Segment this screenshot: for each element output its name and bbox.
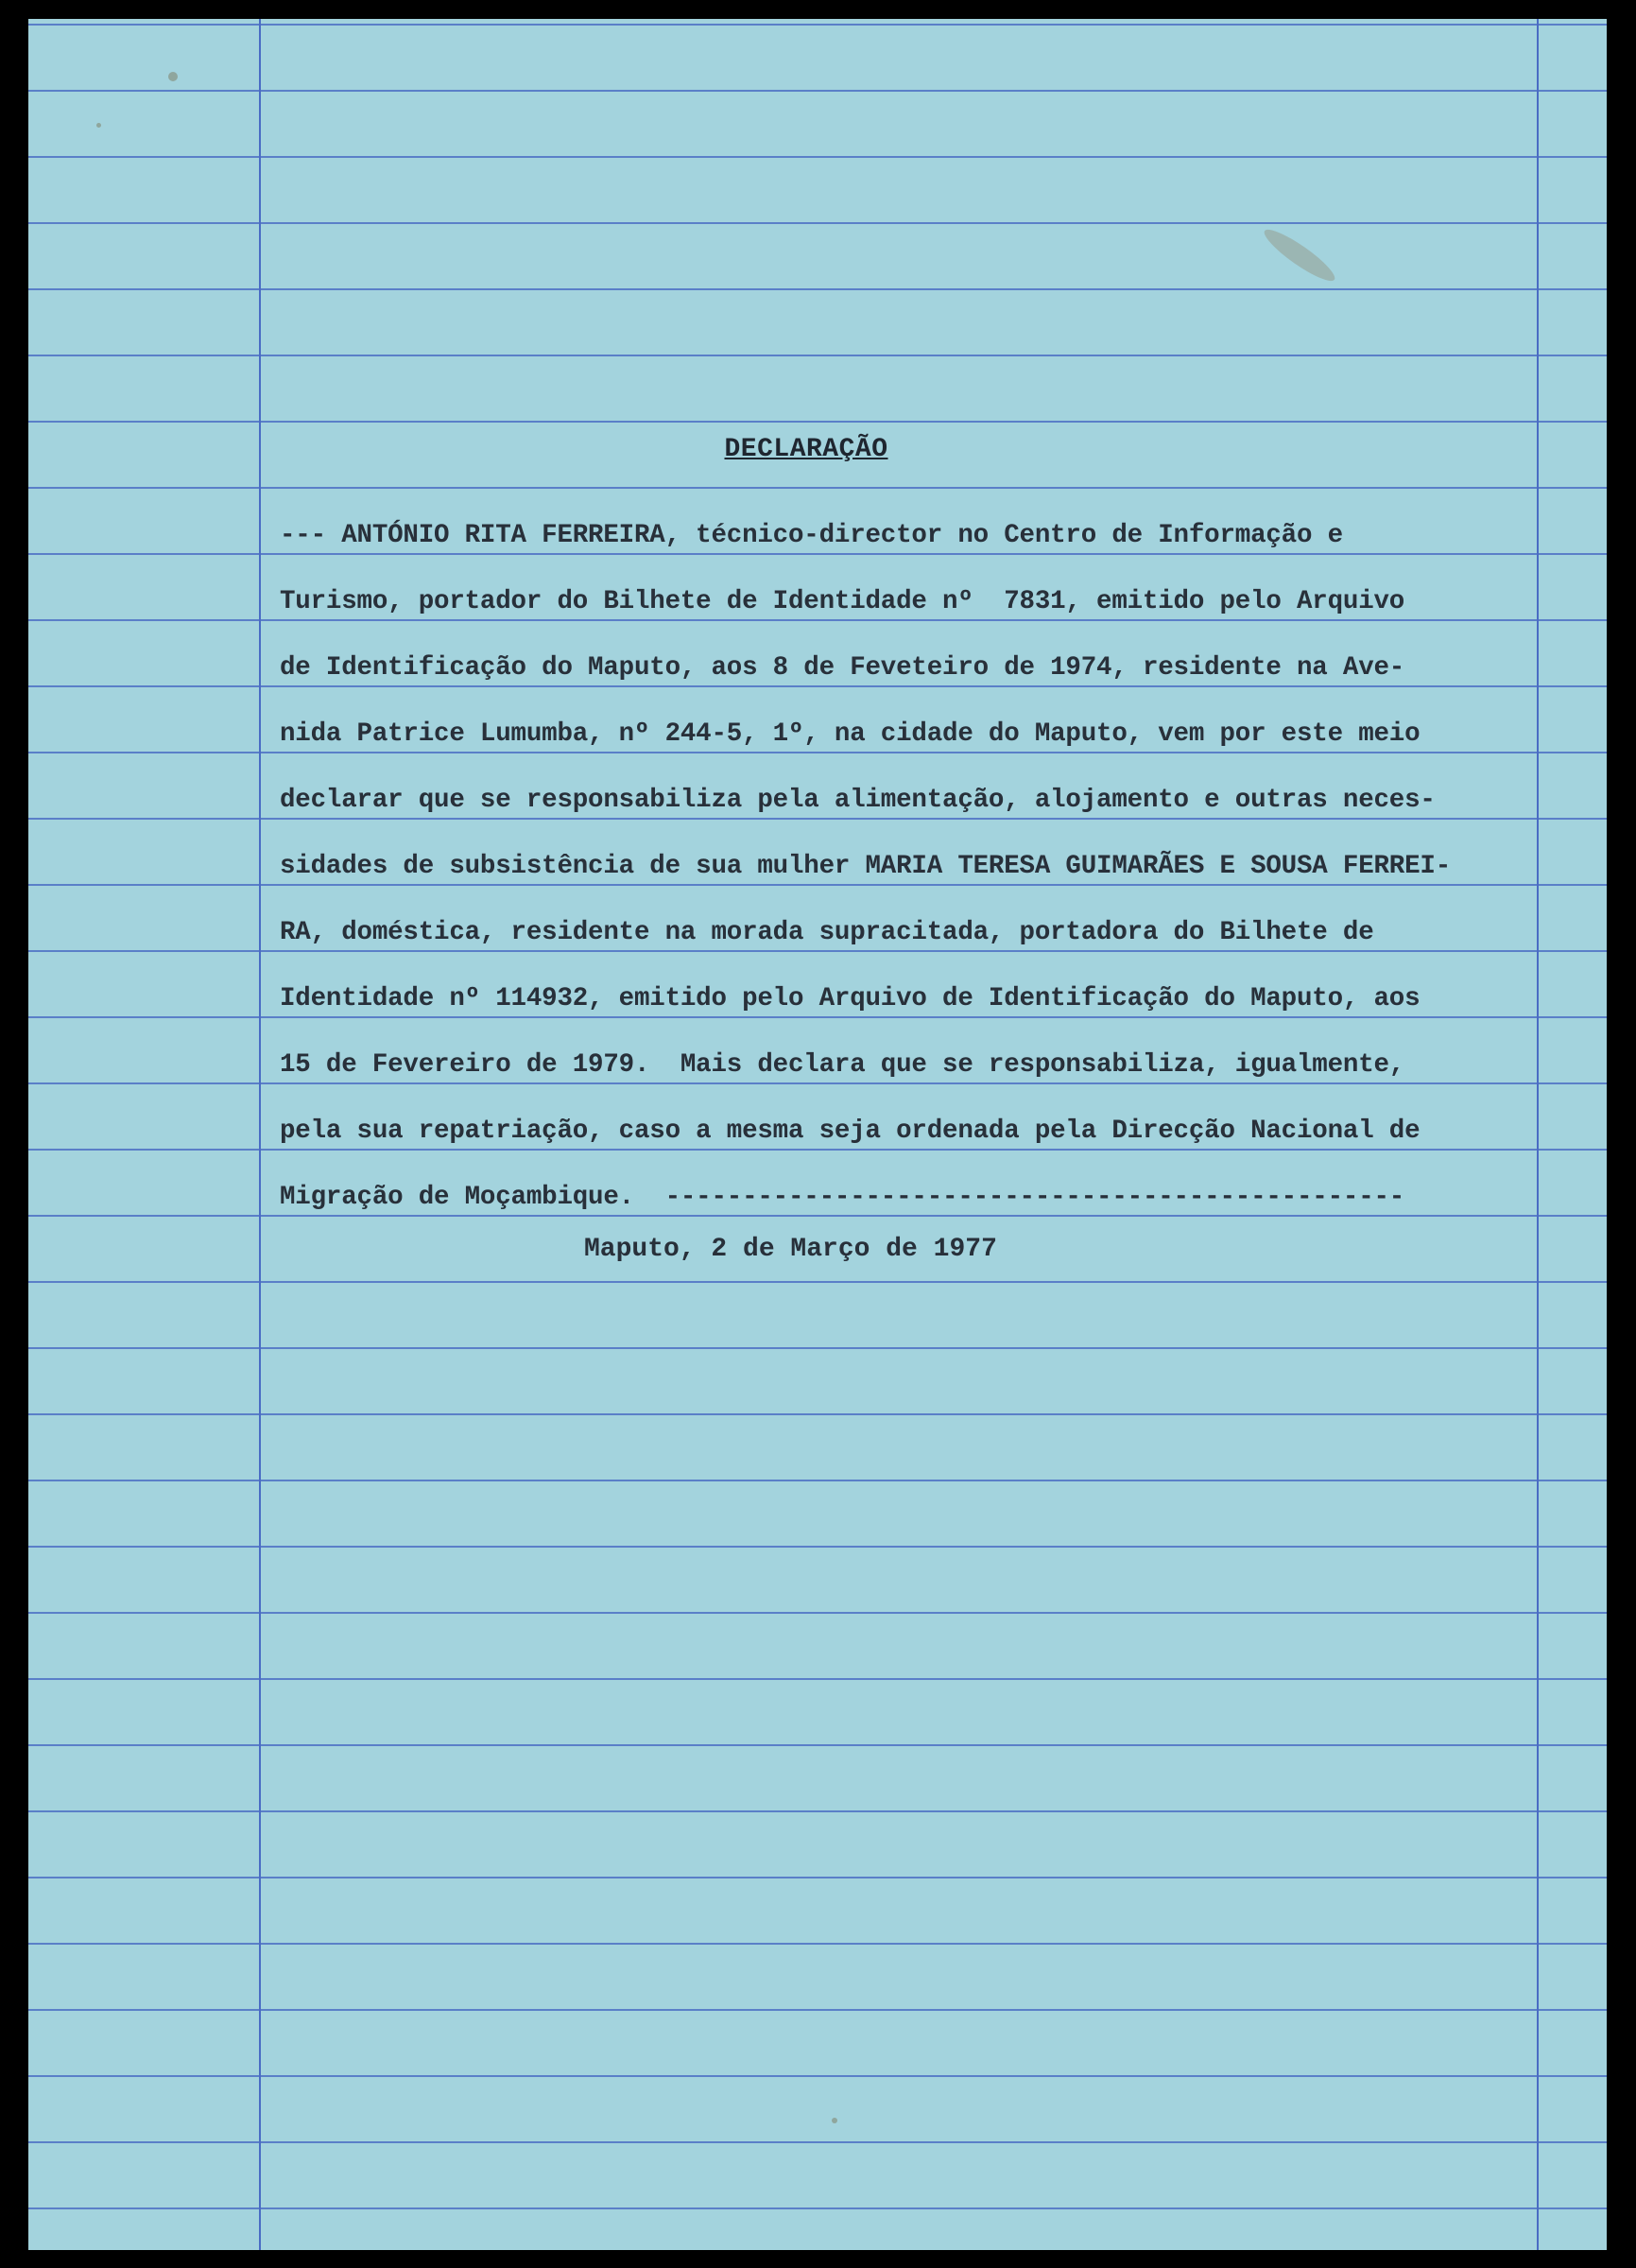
paper-stain [1259,223,1339,287]
declaration-body [280,503,1546,1231]
body-line: Identidade nº 114932, emitido pelo Arquivo de Identificação do Maputo, aos [280,984,1421,1013]
body-line: de Identificação do Maputo, aos 8 de Feveteiro de 1974, residente na Ave- [280,653,1405,683]
body-line: Turismo, portador do Bilhete de Identidade nº 7831, emitido pelo Arquivo [280,587,1405,616]
ruled-paper-sheet [28,19,1607,2250]
body-line: declarar que se responsabiliza pela alimentação, alojamento e outras neces- [280,786,1436,815]
ink-speck [832,2118,837,2123]
body-line: RA, doméstica, residente na morada supracitada, portadora do Bilhete de [280,918,1374,947]
ink-speck [168,72,178,81]
place-and-date: Maputo, 2 de Março de 1977 [584,1235,997,1264]
body-line: nida Patrice Lumumba, nº 244-5, 1º, na cidade do Maputo, vem por este meio [280,719,1421,749]
body-line: 15 de Fevereiro de 1979. Mais declara que se responsabiliza, igualmente, [280,1050,1405,1080]
body-line: pela sua repatriação, caso a mesma seja ordenada pela Direcção Nacional de [280,1117,1421,1146]
body-line: --- ANTÓNIO RITA FERREIRA, técnico-director no Centro de Informação e [280,521,1343,550]
body-line: Migração de Moçambique. ------------------------------------------------ [280,1183,1405,1212]
left-margin-line [259,19,261,2250]
ink-speck [96,123,101,128]
document-title: DECLARAÇÃO [724,435,888,464]
body-line: sidades de subsistência de sua mulher MARIA TERESA GUIMARÃES E SOUSA FERREI- [280,852,1452,881]
